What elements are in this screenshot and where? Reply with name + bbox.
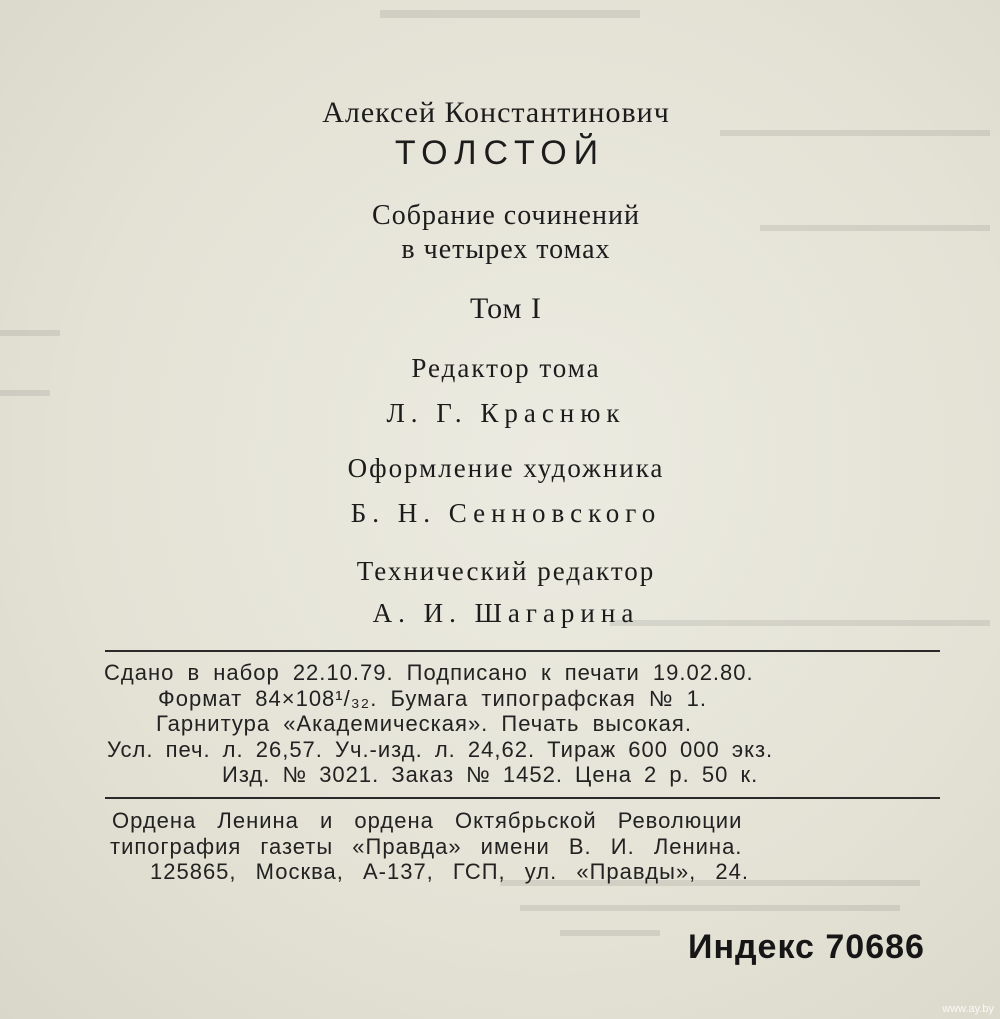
imprint-line: Гарнитура «Академическая». Печать высокая. xyxy=(156,711,692,736)
works-subtitle: в четырех томах xyxy=(401,234,611,265)
volume-number: Том I xyxy=(470,292,542,325)
divider-top xyxy=(105,650,940,652)
site-watermark: www.ay.by xyxy=(942,1003,994,1015)
printer-line: Ордена Ленина и ордена Октябрьской Революции xyxy=(112,808,743,833)
imprint-line: Сдано в набор 22.10.79. Подписано к печати 19.02.80. xyxy=(104,660,754,685)
credit-person-editor: Л. Г. Краснюк xyxy=(386,398,626,428)
credit-role-designer: Оформление художника xyxy=(347,453,665,483)
catalog-index: Индекс 70686 xyxy=(688,928,925,966)
divider-bottom xyxy=(105,797,940,799)
credit-role-tech-editor: Технический редактор xyxy=(356,556,656,586)
imprint-line: Формат 84×108¹/₃₂. Бумага типографская № 1. xyxy=(158,686,707,711)
printer-line: типография газеты «Правда» имени В. И. Ленина. xyxy=(110,834,743,859)
author-name: Алексей Константинович xyxy=(322,96,670,129)
works-title: Собрание сочинений xyxy=(372,200,640,231)
printer-line: 125865, Москва, А-137, ГСП, ул. «Правды», 24. xyxy=(150,859,749,884)
imprint-line: Изд. № 3021. Заказ № 1452. Цена 2 р. 50 к. xyxy=(222,762,759,787)
author-surname: ТОЛСТОЙ xyxy=(394,134,606,172)
imprint-line: Усл. печ. л. 26,57. Уч.-изд. л. 24,62. Тираж 600 000 экз. xyxy=(107,737,774,762)
credit-person-tech-editor: А. И. Шагарина xyxy=(372,598,640,628)
credit-role-editor: Редактор тома xyxy=(411,353,601,383)
credit-person-designer: Б. Н. Сенновского xyxy=(350,498,662,528)
